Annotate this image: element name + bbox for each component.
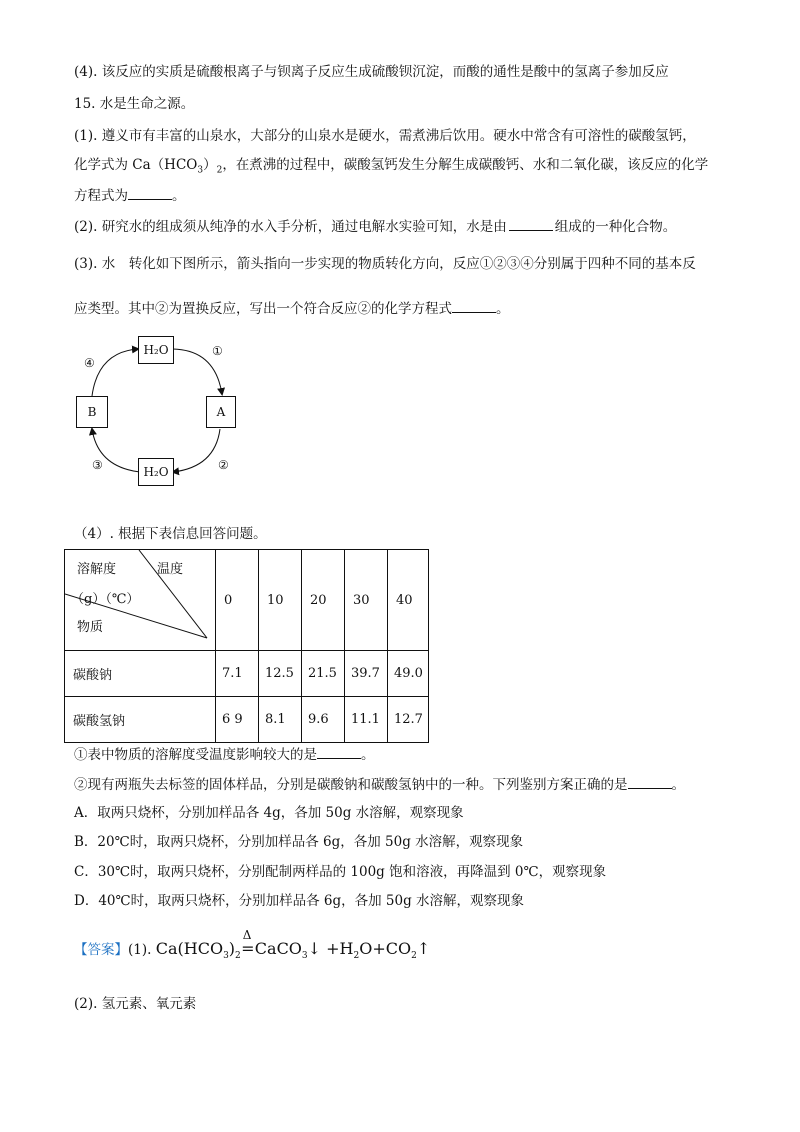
text-segment: 化学式为 Ca（HCO [74, 157, 198, 173]
answer-blank[interactable] [452, 298, 496, 313]
text-segment: (2). 研究水的组成须从纯净的水入手分析，通过电解水实验可知，水是由 [74, 219, 507, 235]
answer-blank[interactable] [317, 744, 361, 759]
option-d: D．40℃时，取两只烧杯，分别加样品各 6g，各加 50g 水溶解，观察现象 [74, 893, 525, 909]
text-line [74, 744, 375, 765]
table-cell: 8.1 [259, 697, 302, 743]
table-cell: 12.7 [388, 697, 429, 743]
eq-part: ↑ [416, 939, 431, 958]
answer-tag: 【答案】 [74, 942, 128, 958]
text-segment: ②现有两瓶失去标签的固体样品，分别是碳酸钠和碳酸氢钠中的一种。下列鉴别方案正确的是 [74, 777, 628, 793]
text-segment: 应类型。其中②为置换反应，写出一个符合反应②的化学方程式 [74, 301, 452, 317]
substance-name: 碳酸钠 [65, 651, 216, 697]
eq-part: O+CO [359, 939, 412, 958]
water-box-top: H₂O [138, 336, 174, 364]
reaction-number: ② [218, 458, 229, 472]
text-segment: ） [203, 157, 217, 173]
text-segment: (1). [128, 942, 152, 958]
table-cell: 49.0 [388, 651, 429, 697]
text-segment: 。 [496, 301, 510, 317]
text-line: (3). 水 转化如下图所示，箭头指向一步实现的物质转化方向，反应①②③④分别属于四种不同的基本反 [74, 256, 696, 272]
subscript: 3 [223, 951, 229, 962]
answer-line [74, 928, 431, 967]
header-unit: （g）（℃） [71, 592, 140, 607]
subscript: 3 [301, 951, 308, 962]
water-box-bottom: H₂O [138, 458, 174, 486]
text-segment: 。 [361, 747, 375, 763]
text-segment: 。 [172, 188, 186, 204]
eq-part: Ca(HCO [155, 939, 224, 958]
table-corner-header [65, 550, 216, 651]
table-cell: 39.7 [345, 651, 388, 697]
header-solubility: 溶解度 [77, 562, 117, 577]
subscript: 2 [235, 951, 241, 962]
delta-symbol: Δ [242, 928, 252, 942]
table-cell: 12.5 [259, 651, 302, 697]
answer-blank[interactable] [128, 185, 172, 200]
table-cell: 11.1 [345, 697, 388, 743]
text-segment: ①表中物质的溶解度受温度影响较大的是 [74, 747, 317, 763]
temp-header: 0 [216, 550, 259, 651]
temp-header: 10 [259, 550, 302, 651]
option-a: A．取两只烧杯，分别加样品各 4g，各加 50g 水溶解，观察现象 [74, 805, 464, 821]
answer-blank[interactable] [509, 216, 553, 231]
answer-blank[interactable] [628, 774, 672, 789]
table-row [65, 697, 429, 743]
subscript: 3 [197, 165, 204, 176]
table-cell: 6 9 [216, 697, 259, 743]
subscript: 2 [353, 951, 360, 962]
eq-part: ↓ +H [307, 939, 354, 958]
option-b: B．20℃时，取两只烧杯，分别加样品各 6g，各加 50g 水溶解，观察现象 [74, 834, 524, 850]
solubility-table [64, 549, 429, 743]
text-line [74, 185, 186, 206]
answer-line-2: (2). 氢元素、氧元素 [74, 996, 197, 1012]
eq-part: CaCO [254, 939, 302, 958]
temp-header: 30 [345, 550, 388, 651]
text-line: (4). 该反应的实质是硫酸根离子与钡离子反应生成硫酸钡沉淀，而酸的通性是酸中的氢离子参加反应 [74, 64, 669, 80]
text-line [74, 155, 708, 181]
table-row [65, 651, 429, 697]
subscript: 2 [216, 165, 223, 176]
temp-header: 40 [388, 550, 429, 651]
text-segment: 。 [671, 777, 685, 793]
question-title: 15. 水是生命之源。 [74, 96, 195, 112]
text-segment: ，在煮沸的过程中，碳酸氢钙发生分解生成碳酸钙、水和二氧化碳，该反应的化学 [222, 157, 709, 173]
text-segment: 方程式为 [74, 188, 128, 204]
conversion-cycle-diagram [70, 332, 270, 492]
option-c: C．30℃时，取两只烧杯，分别配制两样品的 100g 饱和溶液，再降温到 0℃，观察现象 [74, 864, 607, 880]
heating-sign [241, 928, 255, 960]
text-line: (1). 遵义市有丰富的山泉水，大部分的山泉水是硬水，需煮沸后饮用。硬水中常含有可溶性的碳酸氢钙， [74, 128, 696, 144]
substance-b-box: B [76, 396, 108, 428]
table-header-row [65, 550, 429, 651]
text-line [74, 216, 676, 237]
header-temperature: 温度 [157, 562, 184, 577]
table-cell: 9.6 [302, 697, 345, 743]
header-substance: 物质 [77, 620, 104, 635]
text-line [74, 774, 685, 795]
text-line [74, 298, 510, 319]
chemical-equation [155, 928, 431, 962]
reaction-number: ① [212, 344, 223, 358]
subscript: 2 [411, 951, 417, 962]
substance-name: 碳酸氢钠 [65, 697, 216, 743]
eq-part: ) [228, 939, 236, 958]
text-segment: 组成的一种化合物。 [554, 219, 677, 235]
table-cell: 7.1 [216, 651, 259, 697]
text-line: （4）. 根据下表信息回答问题。 [74, 526, 267, 542]
equals-sign: = [241, 939, 255, 958]
table-cell: 21.5 [302, 651, 345, 697]
temp-header: 20 [302, 550, 345, 651]
reaction-number: ③ [92, 458, 103, 472]
reaction-number: ④ [84, 356, 95, 370]
substance-a-box: A [206, 396, 236, 428]
